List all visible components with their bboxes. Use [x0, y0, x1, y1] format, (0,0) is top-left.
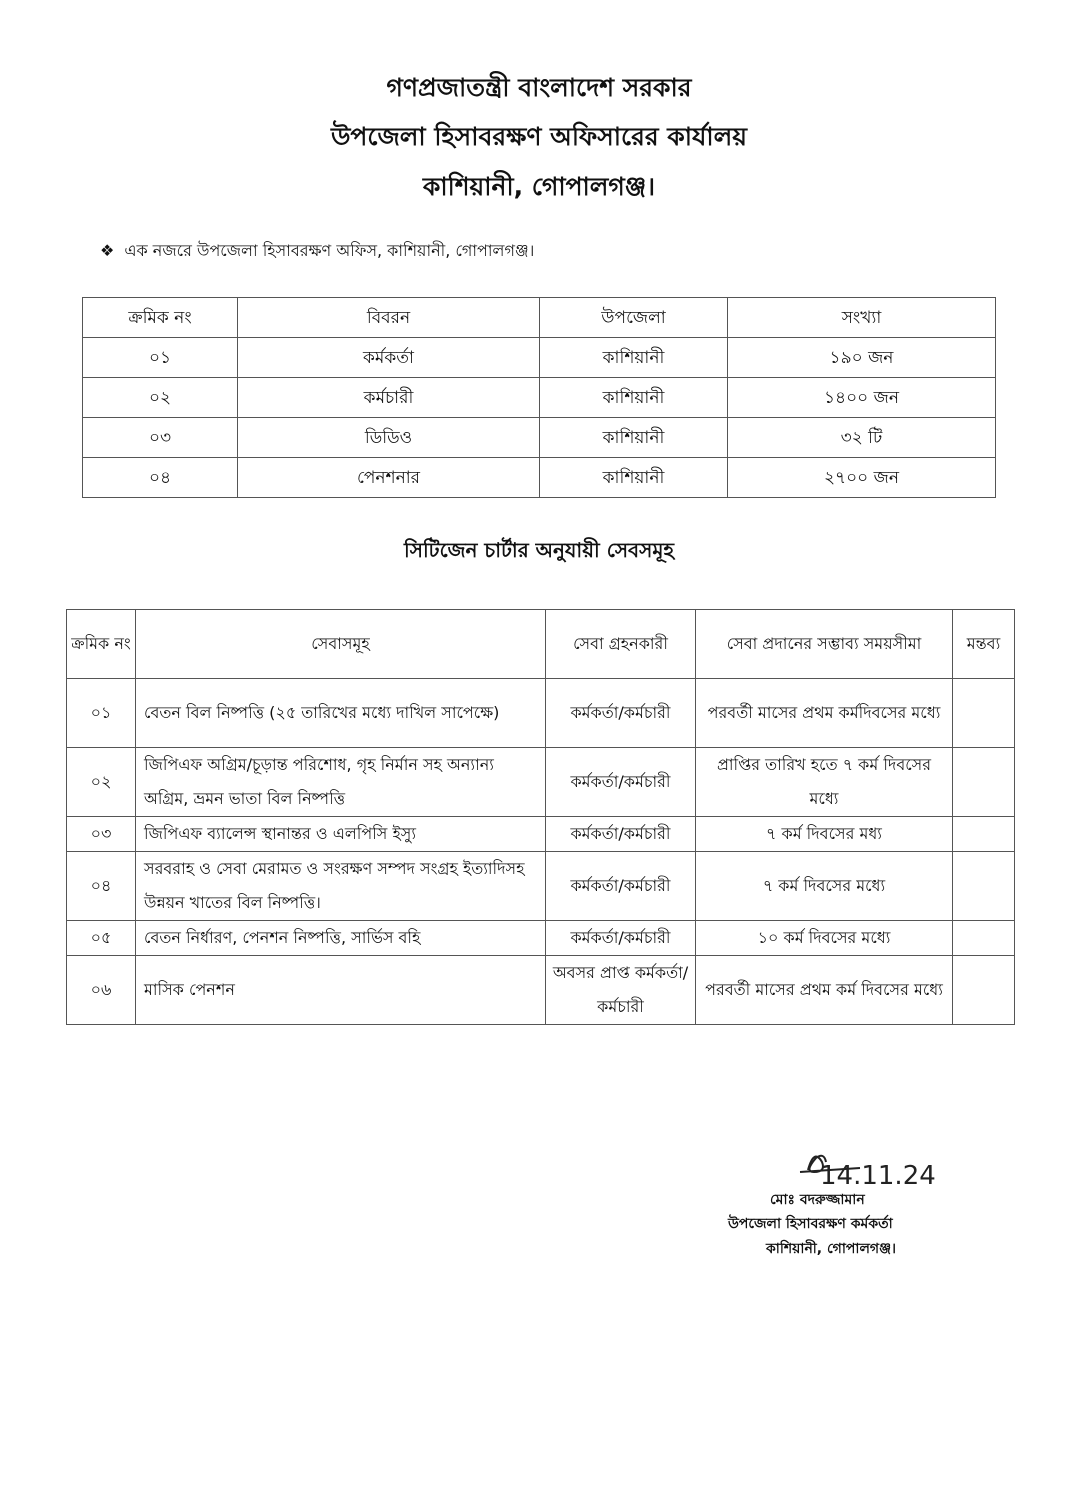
table-cell: ০১ — [83, 338, 238, 378]
header-government: গণপ্রজাতন্ত্রী বাংলাদেশ সরকার — [386, 73, 692, 102]
table-row — [83, 458, 996, 498]
table-cell: ০২ — [83, 378, 238, 418]
table-cell: কাশিয়ানী — [540, 418, 728, 458]
table-cell: কর্মচারী — [238, 378, 540, 418]
table-cell: বেতন বিল নিষ্পত্তি (২৫ তারিখের মধ্যে দাখিল সাপেক্ষে) — [136, 679, 546, 748]
column-header: ক্রমিক নং — [67, 610, 136, 679]
table-cell: ১৪০০ জন — [728, 378, 996, 418]
table-cell: অবসর প্রাপ্ত কর্মকর্তা/কর্মচারী — [546, 956, 696, 1025]
table-row — [67, 921, 1015, 956]
table-cell — [953, 748, 1015, 817]
table-cell: ০৩ — [67, 817, 136, 852]
table-cell: ০১ — [67, 679, 136, 748]
section-title: সিটিজেন চার্টার অনুযায়ী সেবসমূহ — [404, 538, 674, 562]
table-row — [67, 852, 1015, 921]
table-cell: কর্মকর্তা/কর্মচারী — [546, 921, 696, 956]
officer-name: মোঃ বদরুজ্জামান — [770, 1192, 865, 1208]
column-header: বিবরন — [238, 298, 540, 338]
table-cell — [953, 852, 1015, 921]
header-location: কাশিয়ানী, গোপালগঞ্জ। — [422, 172, 656, 201]
table-cell: কর্মকর্তা/কর্মচারী — [546, 817, 696, 852]
signature-date: 14.11.24 — [820, 1161, 936, 1191]
table-cell: পরবর্তী মাসের প্রথম কর্ম দিবসের মধ্যে — [696, 956, 953, 1025]
table-row — [83, 378, 996, 418]
header-office: উপজেলা হিসাবরক্ষণ অফিসারের কার্যালয় — [330, 122, 748, 151]
table-cell: ডিডিও — [238, 418, 540, 458]
table-cell: ০৫ — [67, 921, 136, 956]
table-cell: জিপিএফ ব্যালেন্স স্থানান্তর ও এলপিসি ইস্যু — [136, 817, 546, 852]
column-header: উপজেলা — [540, 298, 728, 338]
table-cell: বেতন নির্ধারণ, পেনশন নিষ্পত্তি, সার্ভিস বহি — [136, 921, 546, 956]
table-cell: ০৪ — [67, 852, 136, 921]
table-cell: মাসিক পেনশন — [136, 956, 546, 1025]
table-cell: প্রাপ্তির তারিখ হতে ৭ কর্ম দিবসের মধ্যে — [696, 748, 953, 817]
table-cell: ০৩ — [83, 418, 238, 458]
table-row — [67, 956, 1015, 1025]
table-cell: ২৭০০ জন — [728, 458, 996, 498]
officer-designation: উপজেলা হিসাবরক্ষণ কর্মকর্তা — [728, 1216, 893, 1232]
table-cell: কর্মকর্তা/কর্মচারী — [546, 852, 696, 921]
table-row — [67, 679, 1015, 748]
table-row — [83, 418, 996, 458]
column-header: ক্রমিক নং — [83, 298, 238, 338]
table-cell: ৩২ টি — [728, 418, 996, 458]
services-table — [66, 609, 1015, 1025]
table-row — [67, 748, 1015, 817]
intro-line — [100, 238, 534, 265]
table-cell — [953, 921, 1015, 956]
table-cell: কাশিয়ানী — [540, 338, 728, 378]
column-header: সেবা প্রদানের সম্ভাব্য সময়সীমা — [696, 610, 953, 679]
column-header: মন্তব্য — [953, 610, 1015, 679]
table-row — [83, 338, 996, 378]
table-cell: ০৬ — [67, 956, 136, 1025]
table-header-row — [67, 610, 1015, 679]
summary-table — [82, 297, 996, 498]
table-header-row — [83, 298, 996, 338]
table-cell: জিপিএফ অগ্রিম/চূড়ান্ত পরিশোধ, গৃহ নির্মান সহ অন্যান্য অগ্রিম, ভ্রমন ভাতা বিল নিষ্পত্তি — [136, 748, 546, 817]
table-cell: ৭ কর্ম দিবসের মধ্য — [696, 817, 953, 852]
table-cell: কর্মকর্তা — [238, 338, 540, 378]
table-cell: পরবর্তী মাসের প্রথম কর্মদিবসের মধ্যে — [696, 679, 953, 748]
table-cell — [953, 956, 1015, 1025]
column-header: সেবা গ্রহনকারী — [546, 610, 696, 679]
table-cell: ৭ কর্ম দিবসের মধ্যে — [696, 852, 953, 921]
column-header: সংখ্যা — [728, 298, 996, 338]
table-cell: ০৪ — [83, 458, 238, 498]
column-header: সেবাসমূহ — [136, 610, 546, 679]
table-cell — [953, 817, 1015, 852]
table-cell: ১৯০ জন — [728, 338, 996, 378]
table-cell — [953, 679, 1015, 748]
table-cell: সরবরাহ ও সেবা মেরামত ও সংরক্ষণ সম্পদ সংগ্রহ ইত্যাদিসহ উন্নয়ন খাতের বিল নিষ্পত্তি। — [136, 852, 546, 921]
officer-location: কাশিয়ানী, গোপালগঞ্জ। — [766, 1241, 897, 1257]
intro-text: এক নজরে উপজেলা হিসাবরক্ষণ অফিস, কাশিয়ানী, গোপালগঞ্জ। — [124, 241, 535, 260]
table-row — [67, 817, 1015, 852]
diamond-bullet-icon: ❖ — [100, 241, 115, 260]
table-cell: পেনশনার — [238, 458, 540, 498]
table-cell: কাশিয়ানী — [540, 378, 728, 418]
table-cell: কর্মকর্তা/কর্মচারী — [546, 748, 696, 817]
table-cell: ১০ কর্ম দিবসের মধ্যে — [696, 921, 953, 956]
table-cell: ০২ — [67, 748, 136, 817]
table-cell: কাশিয়ানী — [540, 458, 728, 498]
table-cell: কর্মকর্তা/কর্মচারী — [546, 679, 696, 748]
